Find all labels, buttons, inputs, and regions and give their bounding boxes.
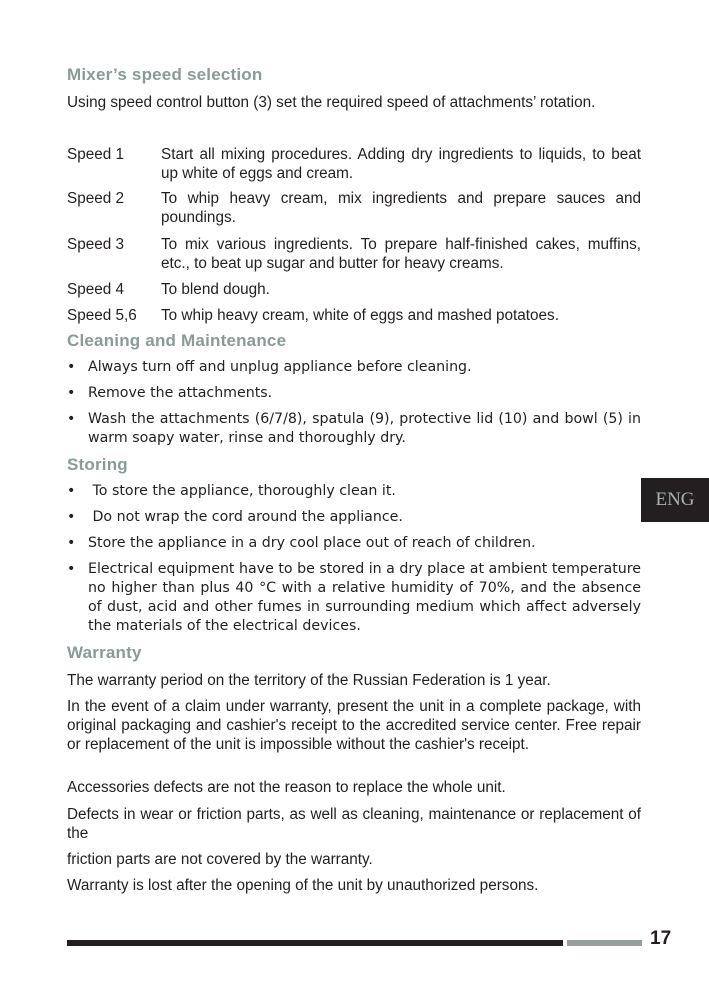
list-item <box>67 482 641 501</box>
speed-label: Speed 5,6 <box>67 307 137 324</box>
list-item <box>67 410 641 448</box>
footer-rule-gray <box>567 940 642 946</box>
footer-rule-dark <box>67 940 563 946</box>
heading-speed-selection: Mixer’s speed selection <box>67 65 263 84</box>
speed-text: Start all mixing procedures. Adding dry ingredients to liquids, to beat up white of eggs and cream. <box>161 146 641 182</box>
list-item-text: Do not wrap the cord around the appliance. <box>88 509 403 525</box>
bullet: • <box>67 535 76 551</box>
speed-row <box>67 280 641 299</box>
list-item <box>67 560 641 636</box>
speed-row <box>67 235 641 273</box>
list-item-text: Electrical equipment have to be stored in a dry place at ambient temperature no higher than plus 40 °C with a relative humidity of 70%, and the absence of dust, acid and other fumes in surrounding medium which affect adversely the materials of the electrical devices. <box>88 561 641 634</box>
speed-label: Speed 3 <box>67 236 124 253</box>
warranty-paragraph: In the event of a claim under warranty, present the unit in a complete package, with original packaging and cashier's receipt to the accredited service center. Free repair or replacement of the unit is impossible without the cashier's receipt. <box>67 698 641 753</box>
list-item-text: Remove the attachments. <box>88 385 273 401</box>
speed-text: To whip heavy cream, white of eggs and mashed potatoes. <box>161 307 559 324</box>
language-tab: ENG <box>641 478 709 522</box>
speed-intro: Using speed control button (3) set the required speed of attachments’ rotation. <box>67 94 596 111</box>
heading-storing: Storing <box>67 455 128 474</box>
list-item-text: Always turn off and unplug appliance before cleaning. <box>88 359 472 375</box>
list-item-text: To store the appliance, thoroughly clean it. <box>88 483 396 499</box>
bullet: • <box>67 411 76 427</box>
bullet: • <box>67 359 76 375</box>
speed-row <box>67 306 641 325</box>
list-item-text: Wash the attachments (6/7/8), spatula (9), protective lid (10) and bowl (5) in warm soapy water, rinse and thoroughly dry. <box>88 411 641 446</box>
speed-row <box>67 145 641 183</box>
warranty-paragraph: friction parts are not covered by the warranty. <box>67 851 373 868</box>
warranty-paragraph: The warranty period on the territory of the Russian Federation is 1 year. <box>67 672 551 689</box>
speed-text: To blend dough. <box>161 281 270 298</box>
list-item <box>67 384 641 403</box>
warranty-paragraph: Warranty is lost after the opening of the unit by unauthorized persons. <box>67 877 539 894</box>
bullet: • <box>67 483 76 499</box>
list-item <box>67 534 641 553</box>
speed-label: Speed 2 <box>67 190 124 207</box>
speed-row <box>67 189 641 227</box>
page-number: 17 <box>650 928 672 949</box>
list-item-text: Store the appliance in a dry cool place out of reach of children. <box>88 535 536 551</box>
list-item <box>67 358 641 377</box>
bullet: • <box>67 385 76 401</box>
bullet: • <box>67 509 76 525</box>
speed-label: Speed 1 <box>67 146 124 163</box>
heading-warranty: Warranty <box>67 643 142 662</box>
speed-label: Speed 4 <box>67 281 124 298</box>
bullet: • <box>67 561 76 577</box>
heading-cleaning: Cleaning and Maintenance <box>67 331 287 350</box>
warranty-paragraph: Defects in wear or friction parts, as well as cleaning, maintenance or replacement of the <box>67 806 641 842</box>
warranty-paragraph: Accessories defects are not the reason to replace the whole unit. <box>67 779 506 796</box>
speed-text: To mix various ingredients. To prepare half-finished cakes, muffins, etc., to beat up sugar and butter for heavy creams. <box>161 236 641 272</box>
list-item <box>67 508 641 527</box>
speed-text: To whip heavy cream, mix ingredients and prepare sauces and poundings. <box>161 190 641 226</box>
